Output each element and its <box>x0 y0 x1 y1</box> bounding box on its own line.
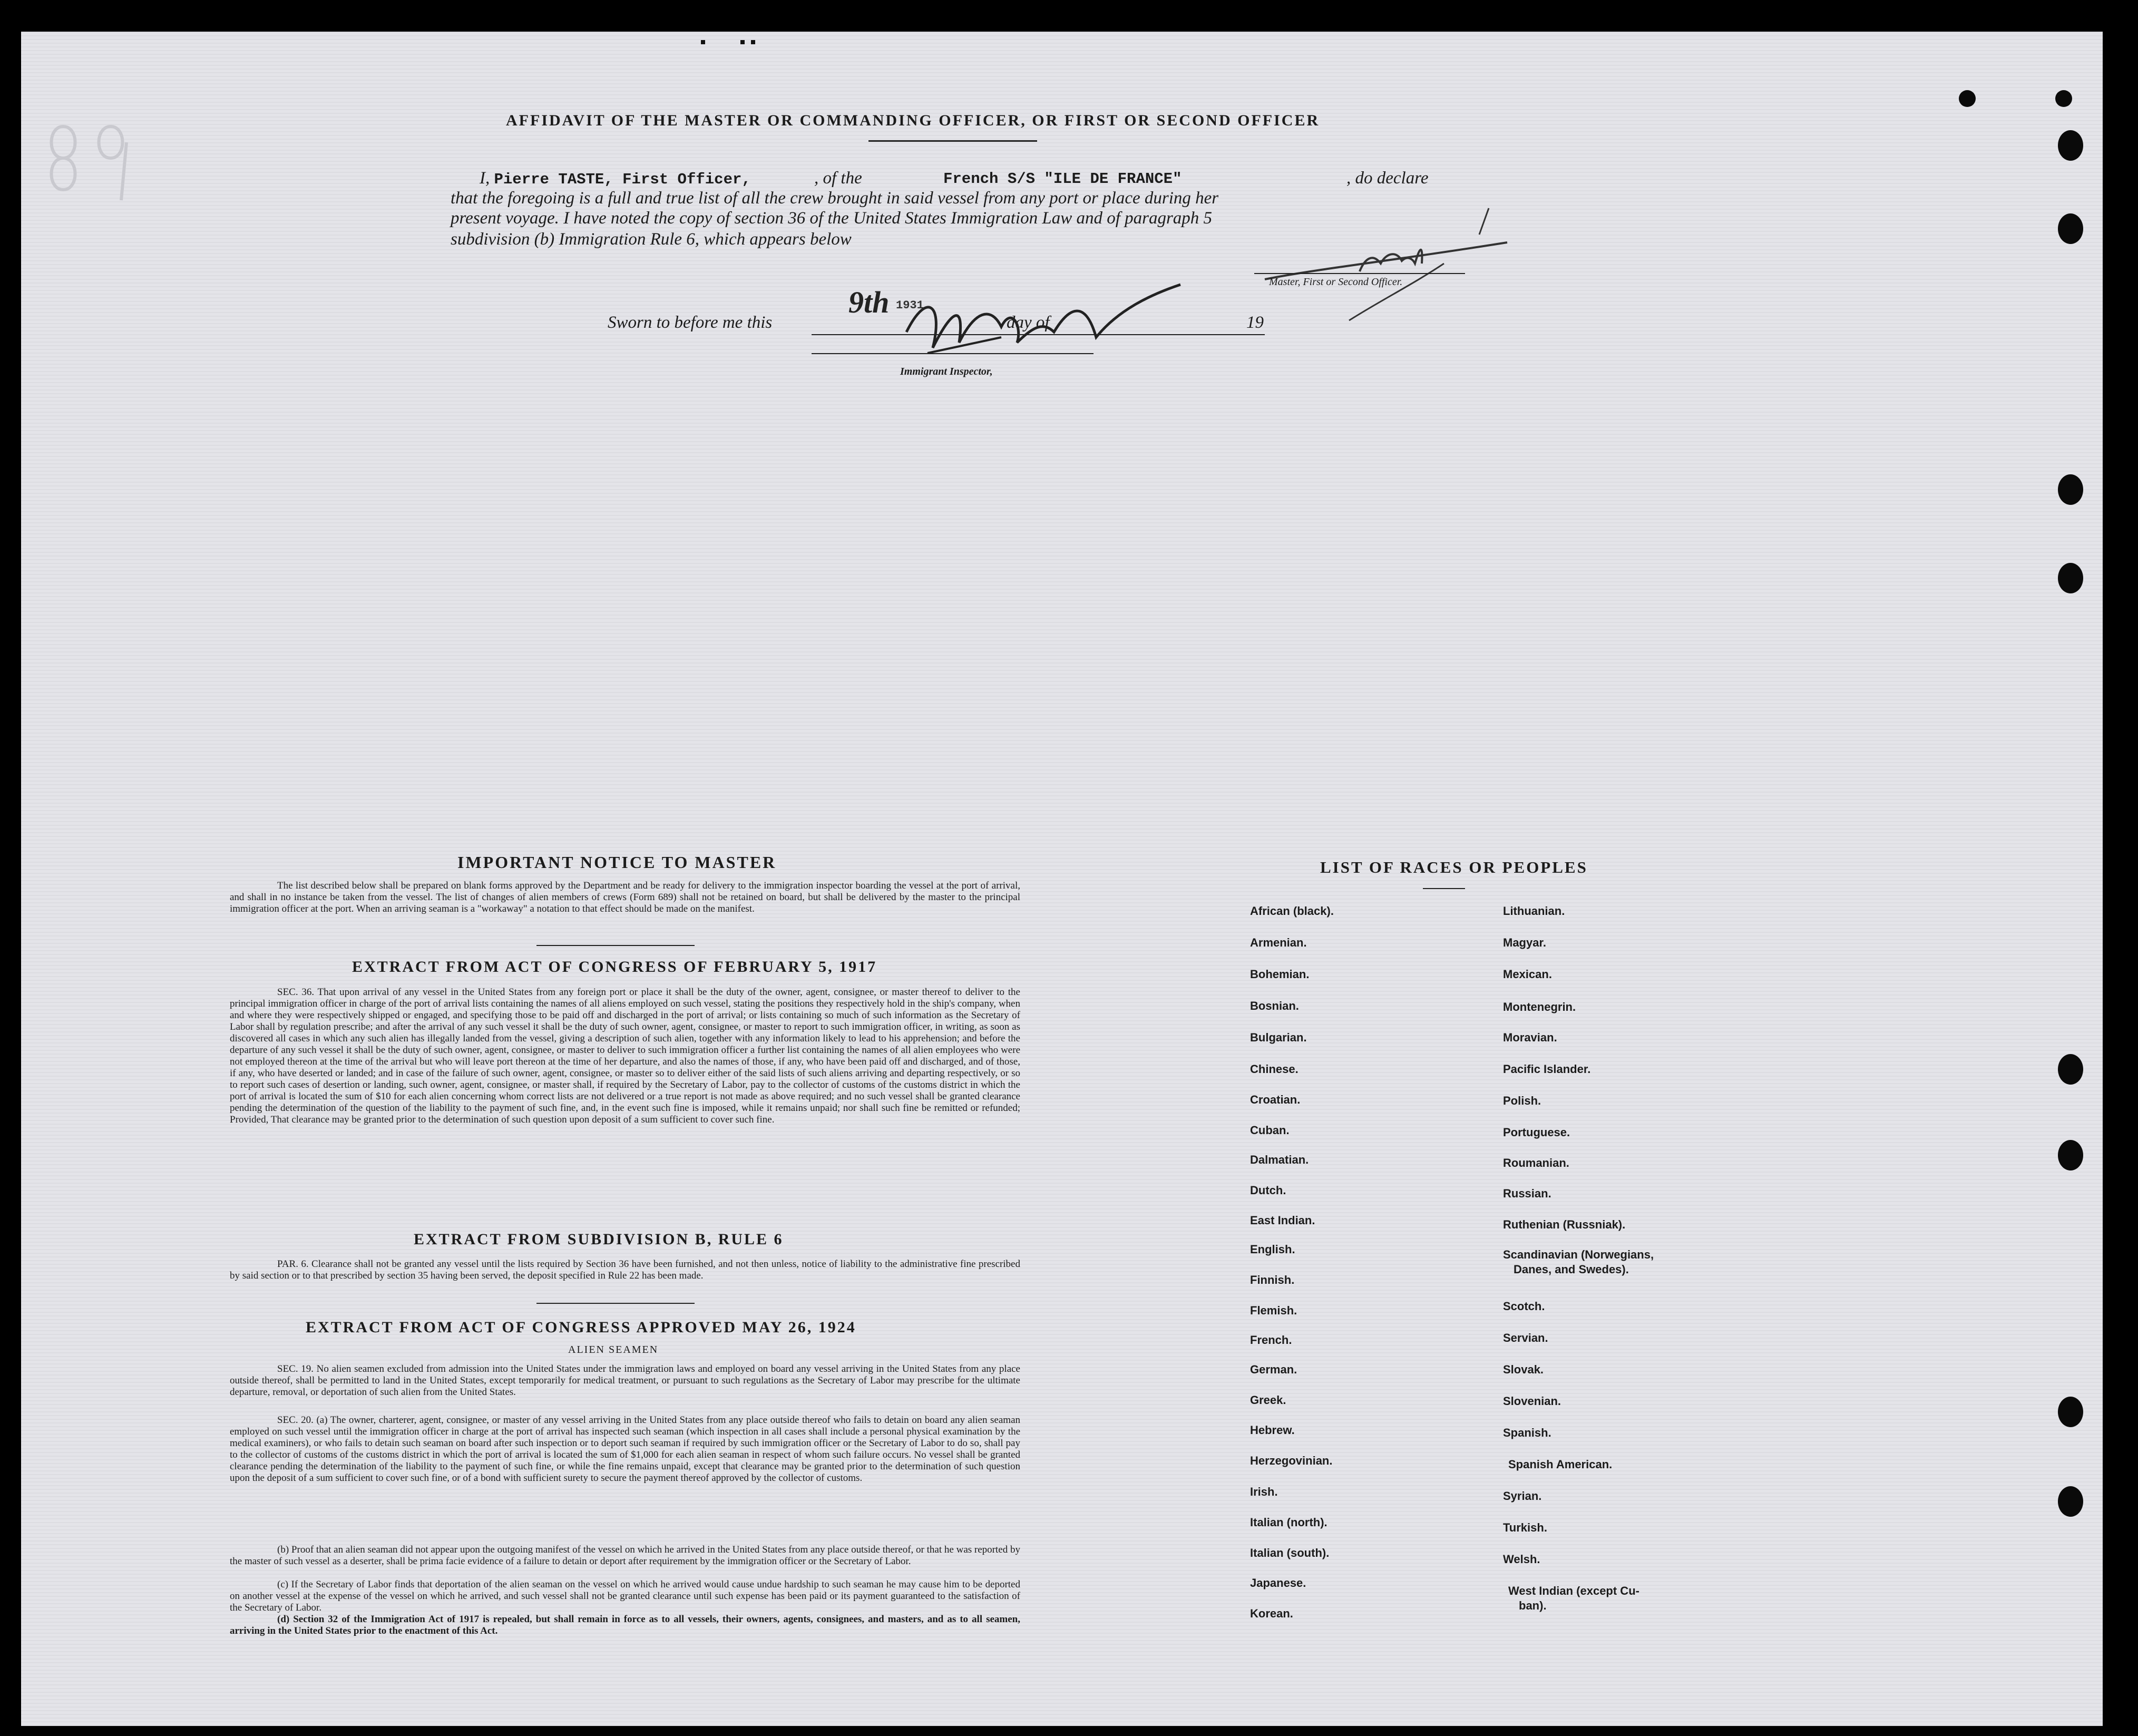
race-item: Bohemian. <box>1250 968 1310 981</box>
race-item: Chinese. <box>1250 1062 1299 1076</box>
race-item: Italian (north). <box>1250 1516 1327 1529</box>
sworn-date-stamp: 1931 <box>896 299 924 312</box>
race-item: Russian. <box>1503 1187 1551 1200</box>
extract3-paragraph: SEC. 19. No alien seamen excluded from admission into the United States under the immigration laws and employed on board any vessel arriving in the United States from any place outside thereof, shall be permitted to land in the United States, except temporarily for medical treatment, or pursuant to such regulations as the Secretary of Labor may prescribe for the ultimate departure, removal, or deportation of such alien from the United States. <box>230 1363 1020 1398</box>
race-item: Mexican. <box>1503 968 1552 981</box>
punch-hole <box>2058 130 2083 161</box>
affidavit-heading: AFFIDAVIT OF THE MASTER OR COMMANDING OFFICER, OR FIRST OR SECOND OFFICER <box>506 112 1320 129</box>
race-item: Slovak. <box>1503 1363 1544 1376</box>
pencil-mark <box>47 105 153 211</box>
race-item: Finnish. <box>1250 1273 1295 1286</box>
race-item: Welsh. <box>1503 1553 1540 1566</box>
race-item: Spanish. <box>1503 1426 1551 1439</box>
race-item: Flemish. <box>1250 1304 1297 1317</box>
scan-mark <box>701 40 705 44</box>
divider <box>536 1303 695 1304</box>
notice-title: IMPORTANT NOTICE TO MASTER <box>457 853 777 872</box>
punch-hole <box>2055 90 2072 107</box>
race-item: Hebrew. <box>1250 1423 1295 1437</box>
punch-hole <box>2058 563 2083 593</box>
race-item: West Indian (except Cu- <box>1508 1584 1639 1597</box>
day-of-text: day of <box>1007 313 1050 332</box>
race-item: Dalmatian. <box>1250 1153 1309 1166</box>
race-item: Scotch. <box>1503 1300 1545 1313</box>
punch-hole <box>2058 1054 2083 1085</box>
extract3-paragraph: (b) Proof that an alien seaman did not appear upon the outgoing manifest of the vessel on which he arrived in the United States from any place outside thereof, or that he was reported by the master of such vessel as a deserter, shall be prima facie evidence of a failure to detain or deport after requirement by the immigration officer or the Secretary of Labor. <box>230 1544 1020 1567</box>
officer-title-label: Master, First or Second Officer. <box>1269 276 1403 288</box>
races-left-column <box>1250 904 1471 1632</box>
races-right-column <box>1503 904 1751 1632</box>
race-item: English. <box>1250 1243 1295 1256</box>
punch-hole <box>2058 1397 2083 1427</box>
sworn-text: Sworn to before me this <box>608 313 773 332</box>
race-item: Slovenian. <box>1503 1394 1561 1408</box>
do-declare-text: , do declare <box>1346 169 1429 188</box>
extract3-paragraph: SEC. 20. (a) The owner, charterer, agent, consignee, or master of any vessel arriving in the United States from any place outside thereof who fails to detain on board any alien seaman employed on such vessel until the immigration officer in charge at the port of arrival has inspected such seaman (which inspection in all cases shall include a personal physical examination by the medical examiners), or who fails to detain such seaman on board after such inspection or to deport such seaman if required by such immigration officer or the Secretary of Labor to do so, shall pay to the collector of customs of the customs district in which the port of arrival is located the sum of $1,000 for each alien seaman in respect of whom such failure occurs. No vessel shall be granted clearance pending the determination of the liability to the payment of such fine, or while the fine remains unpaid, except that clearance may be granted prior to the determination of such question upon the deposit of a sum sufficient to cover such fine, or of a bond with sufficient surety to secure the payment thereof approved by the collector of customs. <box>230 1415 1020 1484</box>
punch-hole <box>2058 1486 2083 1517</box>
race-item: Italian (south). <box>1250 1546 1330 1559</box>
race-item: Montenegrin. <box>1503 1000 1576 1013</box>
race-item: Bosnian. <box>1250 999 1299 1012</box>
divider <box>1423 888 1465 889</box>
race-item: Syrian. <box>1503 1489 1542 1503</box>
notice-body: The list described below shall be prepared on blank forms approved by the Department and be ready for delivery to the immigration inspector boarding the vessel at the port of arrival, and shall in no instance be taken from the vessel. The list of changes of alien members of crews (Form 689) shall not be retained on board, but shall be delivered by the master to the principal immigration officer at the port. When an arriving seaman is a "workaway" a notation to that effect should be made on the manifest. <box>230 880 1020 914</box>
race-item: Bulgarian. <box>1250 1031 1307 1044</box>
officer-name: Pierre TASTE, First Officer, <box>494 171 751 188</box>
extract3-title: EXTRACT FROM ACT OF CONGRESS APPROVED MAY 26, 1924 <box>306 1319 856 1336</box>
race-item: Greek. <box>1250 1393 1286 1407</box>
race-item: Danes, and Swedes). <box>1514 1263 1629 1276</box>
race-item: Roumanian. <box>1503 1156 1569 1169</box>
race-item: Moravian. <box>1503 1031 1557 1044</box>
race-item: East Indian. <box>1250 1214 1315 1227</box>
race-item: Japanese. <box>1250 1576 1306 1589</box>
inspector-label: Immigrant Inspector, <box>900 366 993 377</box>
of-the-text: , of the <box>814 169 862 188</box>
race-item: Portuguese. <box>1503 1126 1570 1139</box>
race-item: Herzegovinian. <box>1250 1454 1333 1467</box>
sworn-day: 9th <box>848 285 890 319</box>
extract3-paragraph: (d) Section 32 of the Immigration Act of 1917 is repealed, but shall remain in force as to all vessels, their owners, agents, consignees, and masters, and as to all seamen, arriving in the United States prior to the enactment of this Act. <box>230 1614 1020 1636</box>
signature-line <box>1254 273 1465 274</box>
affidavit-line2: that the foregoing is a full and true list of all the crew brought in said vessel from any port or place during her <box>451 189 1219 208</box>
race-item: Ruthenian (Russniak). <box>1503 1218 1626 1231</box>
race-item: Croatian. <box>1250 1093 1301 1106</box>
race-item: Pacific Islander. <box>1503 1062 1591 1076</box>
race-item: Polish. <box>1503 1094 1541 1107</box>
races-title: LIST OF RACES OR PEOPLES <box>1320 858 1588 876</box>
scan-mark <box>740 40 745 44</box>
extract3-paragraph: (c) If the Secretary of Labor finds that deportation of the alien seaman on the vessel on which he arrived would cause undue hardship to such seaman he may cause him to be deported on another vessel at the expense of the vessel on which he arrived, and such vessel shall not be granted clearance until such expense has been paid or its payment guaranteed to the satisfaction of the Secretary of Labor. <box>230 1579 1020 1613</box>
race-item: Turkish. <box>1503 1521 1547 1534</box>
year-prefix: 19 <box>1246 313 1264 332</box>
race-item: Servian. <box>1503 1331 1548 1344</box>
affidavit-line4: subdivision (b) Immigration Rule 6, which appears below <box>451 230 852 249</box>
divider <box>536 945 695 946</box>
race-item: Spanish American. <box>1508 1458 1613 1471</box>
divider <box>868 140 1037 142</box>
vessel-name: French S/S "ILE DE FRANCE" <box>943 170 1182 188</box>
affidavit-line3: present voyage. I have noted the copy of section 36 of the United States Immigration Law and of paragraph 5 <box>451 209 1213 228</box>
extract2-title: EXTRACT FROM SUBDIVISION B, RULE 6 <box>414 1231 784 1248</box>
extract1-body: SEC. 36. That upon arrival of any vessel in the United States from any foreign port or place it shall be the duty of the owner, agent, consignee, or master thereof to deliver to the principal immigration officer in charge of the port of arrival lists containing the names of all aliens employed on such vessel, stating the positions they respectively hold in the ship's company, when and where they were respectively shipped or engaged, and specifying those to be paid off and discharged in the port of arrival; or lists containing so much of such information as the Secretary of Labor shall by regulation prescribe; and after the arrival of any such vessel it shall be the duty of such owner, agent, consignee, or master to report to such immigration officer, in writing, as soon as discovered all cases in which any such alien has illegally landed from the vessel, giving a description of such alien, together with any information likely to lead to his apprehension; and before the departure of any such vessel it shall be the duty of such owner, agent, consignee, or master to deliver to such immigration officer a further list containing the names of all alien employees who were not employed thereon at the time of the arrival but who will leave port thereon at the time of her departure, and also the names of those, if any, who have been paid off and discharged, and of those, if any, who have deserted or landed; and in case of the failure of such owner, agent, consignee, or master so to deliver either of the said lists of such aliens arriving and departing respectively, or so to report such cases of desertion or landing, such owner, agent, consignee, or master shall, if required by the Secretary of Labor, pay to the collector of customs of the customs district in which the port of arrival is located the sum of $10 for each alien concerning whom correct lists are not delivered or a true report is not made as above required; and no such vessel shall be granted clearance pending the determination of the question of the liability to the payment of such fine, and, in the event such fine is imposed, while it remains unpaid; nor shall such fine be remitted or refunded; Provided, That clearance may be granted prior to the determination of such question upon deposit of a sum sufficient to cover such fine. <box>230 987 1020 1125</box>
race-item: Armenian. <box>1250 936 1307 949</box>
affidavit-line1 <box>480 169 751 188</box>
inspector-line <box>812 353 1094 354</box>
declare-text: I, <box>480 169 490 188</box>
race-item: German. <box>1250 1363 1297 1376</box>
inspector-signature <box>896 274 1191 364</box>
punch-hole <box>2058 213 2083 244</box>
punch-hole <box>2058 1140 2083 1171</box>
race-item: Dutch. <box>1250 1184 1286 1197</box>
punch-hole <box>2058 474 2083 505</box>
extract2-body: PAR. 6. Clearance shall not be granted any vessel until the lists required by Section 36 have been furnished, and not then unless, notice of liability to the administrative fine prescribed by said section or to that prescribed by section 35 having been served, the deposit specified in Rule 22 has been made. <box>230 1259 1020 1281</box>
extract3-subtitle: ALIEN SEAMEN <box>568 1344 659 1355</box>
scan-mark <box>751 40 755 44</box>
race-item: Korean. <box>1250 1607 1293 1620</box>
race-item: French. <box>1250 1333 1292 1347</box>
race-item: Magyar. <box>1503 936 1546 949</box>
punch-hole <box>1959 90 1976 107</box>
extract1-title: EXTRACT FROM ACT OF CONGRESS OF FEBRUARY 5, 1917 <box>352 958 877 976</box>
race-item: Cuban. <box>1250 1124 1290 1137</box>
race-item: Scandinavian (Norwegians, <box>1503 1248 1654 1261</box>
race-item: Irish. <box>1250 1485 1278 1498</box>
race-item: Lithuanian. <box>1503 904 1565 918</box>
race-item: ban). <box>1519 1599 1547 1612</box>
race-item: African (black). <box>1250 904 1334 918</box>
